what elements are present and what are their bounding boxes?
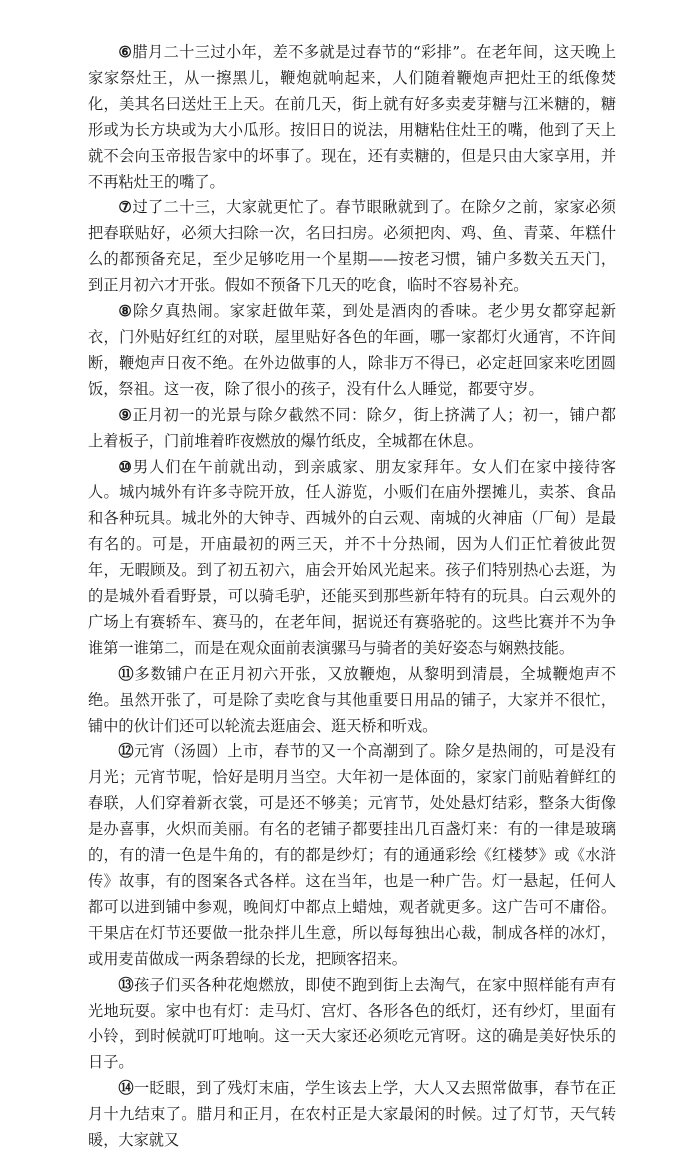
paragraph-number: ⑦ — [118, 198, 133, 217]
paragraph-number: ⑥ — [118, 43, 133, 61]
paragraph-text: 孩子们买各种花炮燃放，即使不跑到街上去淘气，在家中照样能有声有光地玩耍。家中也有灯：走马灯、宫灯、各形各色的纸灯，还有纱灯，里面有小铃，到时候就叮叮地响。这一天大家还必须吃元宵呀。这的确是美好快乐的日子。 — [88, 975, 617, 1072]
paragraph-6 — [88, 40, 616, 195]
paragraph-number: ⑬ — [118, 975, 134, 994]
paragraph-text: 除夕真热闹。家家赶做年菜，到处是酒肉的香味。老少男女都穿起新衣，门外贴好红红的对联，屋里贴好各色的年画，哪一家都灯火通宵，不许间断，鞭炮声日夜不绝。在外边做事的人，除非万不得已，必定赶回家来吃团圆饭，祭祖。这一夜，除了很小的孩子，没有什么人睡觉，都要守岁。 — [88, 302, 616, 398]
paragraph-text: 正月初一的光景与除夕截然不同：除夕，街上挤满了人；初一，铺户都上着板子，门前堆着昨夜燃放的爆竹纸皮，全城都在休息。 — [88, 405, 616, 450]
paragraph-text: 男人们在午前就出动，到亲戚家、朋友家拜年。女人们在家中接待客人。城内城外有许多寺院开放，任人游览，小贩们在庙外摆摊儿，卖茶、食品和各种玩具。城北外的大钟寺、西城外的白云观、南城的火神庙（厂甸）是最有名的。可是，开庙最初的两三天，并不十分热闹，因为人们正忙着彼此贺年，无暇顾及。到了初五初六，庙会开始风光起来。孩子们特别热心去逛，为的是城外看看野景，可以骑毛驴，还能买到那些新年特有的玩具。白云观外的广场上有赛轿车、赛马的，在老年间，据说还有赛骆驼的。这些比赛并不为争谁第一谁第二，而是在观众面前表演骡马与骑者的美好姿态与娴熟技能。 — [88, 457, 616, 657]
paragraph-text: 腊月二十三过小年，差不多就是过春节的“彩排”。在老年间，这天晚上家家祭灶王，从一擦黑儿，鞭炮就响起来，人们随着鞭炮声把灶王的纸像焚化，美其名曰送灶王上天。在前几天，街上就有好多卖麦芽糖与江米糖的，糖形或为长方块或为大小瓜形。按旧日的说法，用糖粘住灶王的嘴，他到了天上就不会向玉帝报告家中的坏事了。现在，还有卖糖的，但是只由大家享用，并不再粘灶王的嘴了。 — [88, 43, 617, 191]
paragraph-7 — [88, 195, 616, 299]
paragraph-number: ⑩ — [118, 457, 133, 476]
paragraph-text: 元宵（汤圆）上市，春节的又一个高潮到了。除夕是热闹的，可是没有月光；元宵节呢，恰好是明月当空。大年初一是体面的，家家门前贴着鲜红的春联，人们穿着新衣裳，可是还不够美；元宵节，处处悬灯结彩，整条大街像是办喜事，火炽而美丽。有名的老铺子都要挂出几百盏灯来：有的一律是玻璃的，有的清一色是牛角的，有的都是纱灯；有的通通彩绘《红楼梦》或《水浒传》故事，有的图案各式各样。这在当年，也是一种广告。灯一悬起，任何人都可以进到铺中参观，晚间灯中都点上蜡烛，观者就更多。这广告可不庸俗。干果店在灯节还要做一批杂拌儿生意，所以每每独出心裁，制成各样的冰灯，或用麦苗做成一两条碧绿的长龙，把顾客招来。 — [88, 742, 617, 968]
paragraph-number: ⑫ — [118, 742, 134, 761]
paragraph-8 — [88, 299, 616, 403]
paragraph-number: ⑭ — [118, 1079, 134, 1098]
paragraph-text: 多数铺户在正月初六开张，又放鞭炮，从黎明到清晨，全城鞭炮声不绝。虽然开张了，可是除了卖吃食与其他重要日用品的铺子，大家并不很忙，铺中的伙计们还可以轮流去逛庙会、逛天桥和听戏。 — [88, 664, 617, 735]
paragraph-number: ⑧ — [118, 302, 133, 321]
paragraph-text: 过了二十三，大家就更忙了。春节眼瞅就到了。在除夕之前，家家必须把春联贴好，必须大扫除一次，名曰扫房。必须把肉、鸡、鱼、青菜、年糕什么的都预备充足，至少足够吃用一个星期——按老习惯，铺户多数关五天门，到正月初六才开张。假如不预备下几天的吃食，临时不容易补充。 — [88, 198, 616, 295]
paragraph-10 — [88, 455, 616, 662]
paragraph-9 — [88, 403, 616, 455]
paragraph-12 — [88, 739, 616, 972]
paragraph-number: ⑪ — [118, 664, 135, 683]
paragraph-13 — [88, 973, 616, 1077]
paragraph-text: 一眨眼，到了残灯末庙，学生该去上学，大人又去照常做事，春节在正月十九结束了。腊月和正月，在农村正是大家最闲的时候。过了灯节，天气转暖，大家就又 — [88, 1079, 617, 1150]
paragraph-14 — [88, 1076, 616, 1154]
paragraph-11 — [88, 662, 616, 740]
document-page — [88, 40, 616, 1154]
paragraph-number: ⑨ — [118, 405, 133, 424]
